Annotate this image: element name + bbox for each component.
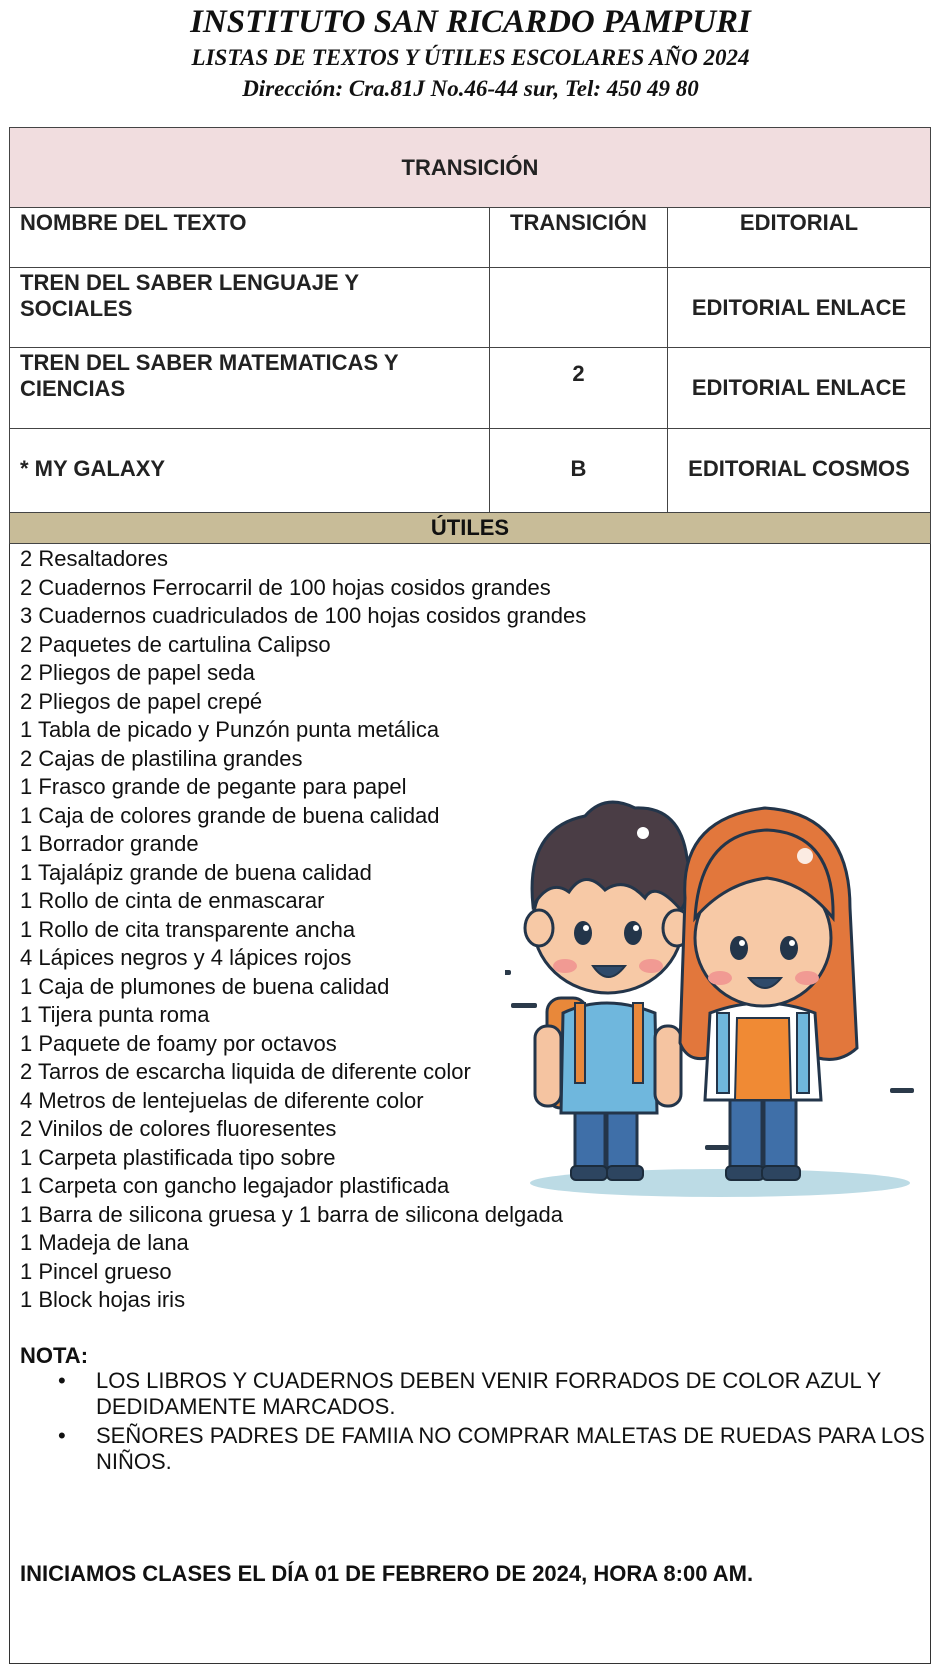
list-item: 2 Cajas de plastilina grandes <box>20 745 303 771</box>
list-item: 2 Paquetes de cartulina Calipso <box>20 631 331 657</box>
column-header-name: NOMBRE DEL TEXTO <box>9 207 490 268</box>
list-item: 1 Pincel grueso <box>20 1258 172 1284</box>
list-item: 1 Madeja de lana <box>20 1230 189 1255</box>
notes-list <box>56 1368 926 1478</box>
students-illustration <box>505 788 915 1198</box>
list-item: 1 Paquete de foamy por octavos <box>20 1030 337 1056</box>
list-item: 1 Rollo de cita transparente ancha <box>20 916 356 942</box>
book-editorial: EDITORIAL ENLACE <box>667 347 931 429</box>
note-item: • SEÑORES PADRES DE FAMIIA NO COMPRAR MALETAS DE RUEDAS PARA LOS NIÑOS. <box>56 1423 926 1475</box>
book-name: TREN DEL SABER MATEMATICAS Y CIENCIAS <box>9 347 490 429</box>
list-item: 2 Pliegos de papel crepé <box>20 688 263 714</box>
school-name: INSTITUTO SAN RICARDO PAMPURI <box>190 4 751 40</box>
list-item: 1 Barra de silicona gruesa y 1 barra de silicona delgada <box>20 1201 563 1227</box>
book-editorial: EDITORIAL ENLACE <box>667 267 931 348</box>
book-level: B <box>489 428 668 513</box>
list-item: 2 Tarros de escarcha liquida de diferente color <box>20 1059 471 1084</box>
note-item: • LOS LIBROS Y CUADERNOS DEBEN VENIR FORRADOS DE COLOR AZUL Y DEDIDAMENTE MARCADOS. <box>56 1368 926 1420</box>
list-item: 2 Resaltadores <box>20 546 168 571</box>
school-address: Dirección: Cra.81J No.46-44 sur, Tel: 450 49 80 <box>242 76 699 101</box>
book-editorial: EDITORIAL COSMOS <box>667 428 931 513</box>
list-item: 4 Metros de lentejuelas de diferente color <box>20 1087 424 1113</box>
start-notice: INICIAMOS CLASES EL DÍA 01 DE FEBRERO DE 2024, HORA 8:00 AM. <box>20 1561 754 1586</box>
list-item: 4 Lápices negros y 4 lápices rojos <box>20 945 352 970</box>
note-label: NOTA: <box>20 1343 89 1368</box>
book-level: 2 <box>489 347 668 429</box>
list-subtitle: LISTAS DE TEXTOS Y ÚTILES ESCOLARES AÑO 2024 <box>191 45 750 70</box>
list-item: 1 Frasco grande de pegante para papel <box>20 774 407 799</box>
list-item: 1 Carpeta plastificada tipo sobre <box>20 1144 336 1170</box>
list-item: 1 Rollo de cinta de enmascarar <box>20 888 325 913</box>
girl-figure <box>680 808 857 1180</box>
column-header-level: TRANSICIÓN <box>489 207 668 268</box>
list-item: 2 Vinilos de colores fluoresentes <box>20 1116 337 1141</box>
list-item: 1 Caja de plumones de buena calidad <box>20 973 390 999</box>
supplies-list <box>20 545 586 1315</box>
list-item: 1 Block hojas iris <box>20 1287 186 1312</box>
grade-title: TRANSICIÓN <box>9 127 931 208</box>
list-item: 1 Tajalápiz grande de buena calidad <box>20 859 372 885</box>
list-item: 1 Tabla de picado y Punzón punta metálica <box>20 717 440 742</box>
list-item: 2 Pliegos de papel seda <box>20 660 255 685</box>
list-item: 1 Carpeta con gancho legajador plastificada <box>20 1173 450 1198</box>
book-level <box>489 267 668 348</box>
list-item: 3 Cuadernos cuadriculados de 100 hojas cosidos grandes <box>20 603 587 628</box>
list-item: 1 Tijera punta roma <box>20 1002 210 1027</box>
list-item: 1 Borrador grande <box>20 831 199 856</box>
document-header <box>0 0 941 104</box>
column-header-editorial: EDITORIAL <box>667 207 931 268</box>
list-item: 2 Cuadernos Ferrocarril de 100 hojas cosidos grandes <box>20 574 551 600</box>
boy-figure <box>525 802 691 1180</box>
utiles-title: ÚTILES <box>9 512 931 544</box>
book-name: TREN DEL SABER LENGUAJE Y SOCIALES <box>9 267 490 348</box>
book-name: * MY GALAXY <box>9 428 490 513</box>
list-item: 1 Caja de colores grande de buena calidad <box>20 802 440 828</box>
